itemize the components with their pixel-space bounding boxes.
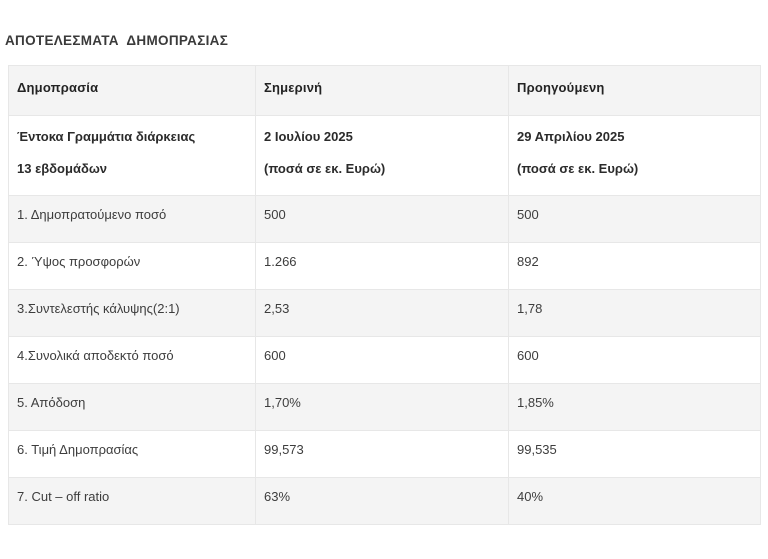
- current-amount-unit: (ποσά σε εκ. Ευρώ): [264, 161, 386, 176]
- cell-current: 500: [256, 196, 509, 243]
- cell-current: 99,573: [256, 431, 509, 478]
- cell-current: 63%: [256, 478, 509, 525]
- column-header-auction: Δημοπρασία: [9, 66, 256, 116]
- row-label: 4.Συνολικά αποδεκτό ποσό: [9, 337, 256, 384]
- cell-previous: 40%: [509, 478, 761, 525]
- row-auction-price: [9, 431, 761, 478]
- row-label: 2. Ύψος προσφορών: [9, 243, 256, 290]
- previous-auction-date: 29 Απριλίου 2025: [517, 129, 625, 144]
- current-auction-date: 2 Ιουλίου 2025: [264, 129, 353, 144]
- cell-current: 1,70%: [256, 384, 509, 431]
- row-label: 3.Συντελεστής κάλυψης(2:1): [9, 290, 256, 337]
- row-label: 7. Cut – off ratio: [9, 478, 256, 525]
- cell-previous: 600: [509, 337, 761, 384]
- cell-previous: 1,78: [509, 290, 761, 337]
- instrument-duration: 13 εβδομάδων: [17, 161, 108, 176]
- cell-current: 2,53: [256, 290, 509, 337]
- subheader-current-cell: [256, 116, 509, 196]
- table-header-row: [9, 66, 761, 116]
- cell-previous: 99,535: [509, 431, 761, 478]
- cell-previous: 500: [509, 196, 761, 243]
- subheader-auction-cell: [9, 116, 256, 196]
- row-cut-off-ratio: [9, 478, 761, 525]
- row-total-accepted: [9, 337, 761, 384]
- page-title: ΑΠΟΤΕΛΕΣΜΑΤΑ ΔΗΜΟΠΡΑΣΙΑΣ: [5, 33, 229, 48]
- cell-previous: 1,85%: [509, 384, 761, 431]
- row-yield: [9, 384, 761, 431]
- auction-results-table: [8, 65, 761, 525]
- previous-amount-unit: (ποσά σε εκ. Ευρώ): [517, 161, 639, 176]
- column-header-previous: Προηγούμενη: [509, 66, 761, 116]
- cell-current: 1.266: [256, 243, 509, 290]
- row-label: 6. Τιμή Δημοπρασίας: [9, 431, 256, 478]
- instrument-name: Έντοκα Γραμμάτια διάρκειας: [17, 129, 196, 144]
- row-amount-auctioned: [9, 196, 761, 243]
- cell-current: 600: [256, 337, 509, 384]
- cell-previous: 892: [509, 243, 761, 290]
- row-label: 1. Δημοπρατούμενο ποσό: [9, 196, 256, 243]
- row-coverage-ratio: [9, 290, 761, 337]
- column-header-current: Σημερινή: [256, 66, 509, 116]
- subheader-previous-cell: [509, 116, 761, 196]
- row-label: 5. Απόδοση: [9, 384, 256, 431]
- table-subheader-row: [9, 116, 761, 196]
- row-total-bids: [9, 243, 761, 290]
